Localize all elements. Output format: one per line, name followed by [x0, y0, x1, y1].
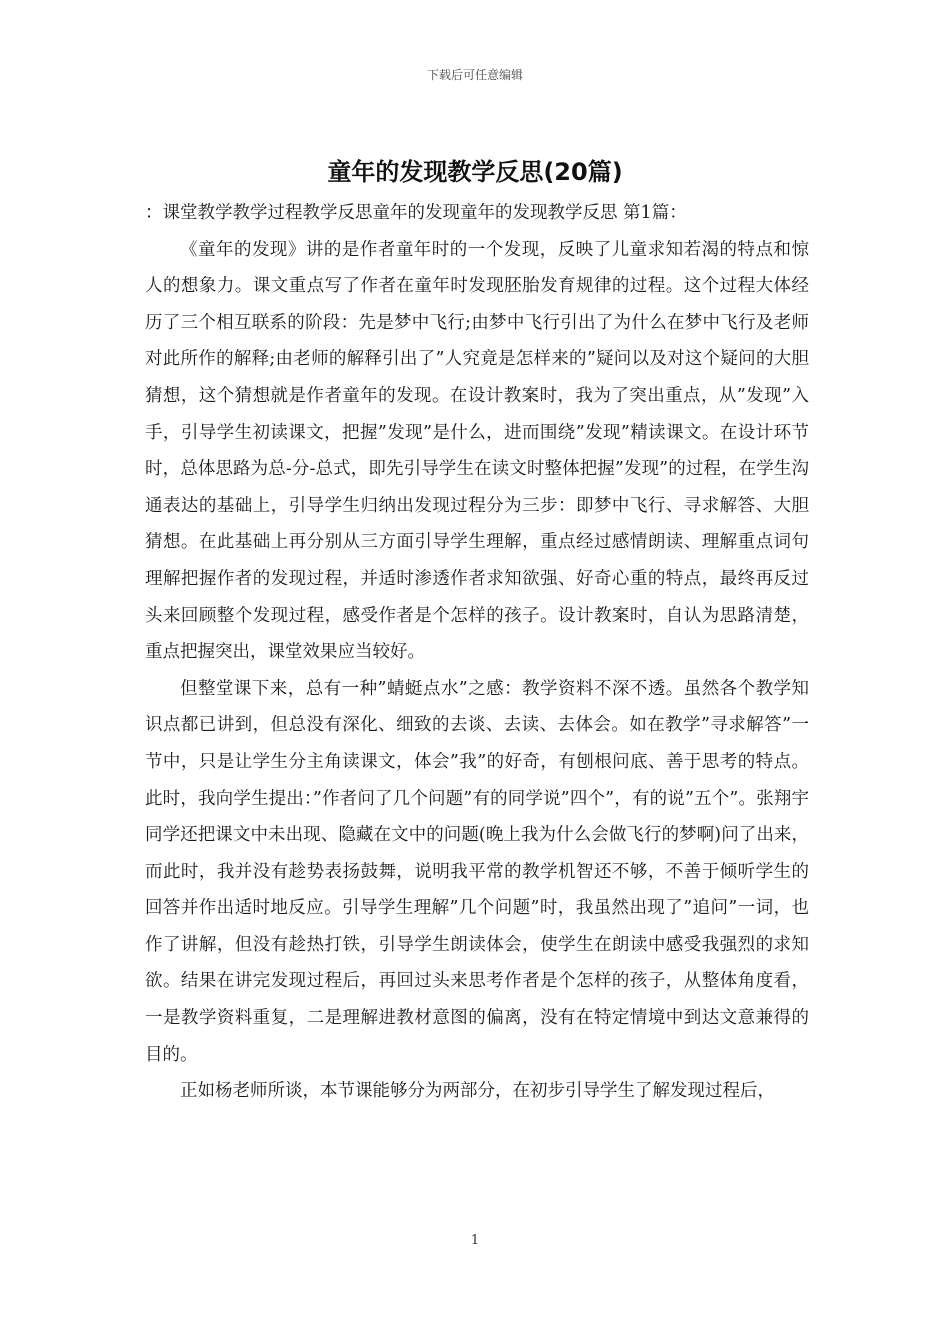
intro-line: ：课堂教学教学过程教学反思童年的发现童年的发现教学反思 第1篇： [145, 203, 687, 223]
paragraph-3: 正如杨老师所谈，本节课能够分为两部分，在初步引导学生了解发现过程后， [180, 1081, 775, 1102]
header-note: 下载后可任意编辑 [426, 68, 523, 82]
page-number: 1 [470, 1233, 480, 1248]
document-body [145, 195, 809, 1110]
page-title: 童年的发现教学反思(20篇) [327, 158, 623, 186]
paragraph-1: 《童年的发现》讲的是作者童年时的一个发现，反映了儿童求知若渴的特点和惊人的想象力。课文重点写了作者在童年时发现胚胎发育规律的过程。这个过程大体经历了三个相互联系的阶段：先是梦中飞行;由梦中飞行引出了为什么在梦中飞行及老师对此所作的解释;由老师的解释引出了”人究竟是怎样来的”疑问以及对这个疑问的大胆猜想，这个猜想就是作者童年的发现。在设计教案时，我为了突出重点，从”发现”入手，引导学生初读课文，把握”发现”是什么，进而围绕”发现”精读课文。在设计环节时，总体思路为总-分-总式，即先引导学生在读文时整体把握”发现”的过程，在学生沟通表达的基础上，引导学生归纳出发现过程分为三步：即梦中飞行、寻求解答、大胆猜想。在此基础上再分别从三方面引导学生理解，重点经过感情朗读、理解重点词句理解把握作者的发现过程，并适时渗透作者求知欲强、好奇心重的特点，最终再反过头来回顾整个发现过程，感受作者是个怎样的孩子。设计教案时，自认为思路清楚，重点把握突出，课堂效果应当较好。 [145, 239, 809, 663]
paragraph-2: 但整堂课下来，总有一种”蜻蜓点水”之感：教学资料不深不透。虽然各个教学知识点都已讲到，但总没有深化、细致的去谈、去读、去体会。如在教学”寻求解答”一节中，只是让学生分主角读课文，体会”我”的好奇，有刨根问底、善于思考的特点。此时，我向学生提出：”作者问了几个问题”有的同学说”四个”，有的说”五个”。张翔宇同学还把课文中未出现、隐藏在文中的问题(晚上我为什么会做飞行的梦啊)问了出来，而此时，我并没有趁势表扬鼓舞，说明我平常的教学机智还不够，不善于倾听学生的回答并作出适时地反应。引导学生理解”几个问题”时，我虽然出现了”追问”一词，也作了讲解，但没有趁热打铁，引导学生朗读体会，使学生在朗读中感受我强烈的求知欲。结果在讲完发现过程后，再回过头来思考作者是个怎样的孩子，从整体角度看，一是教学资料重复，二是理解进教材意图的偏离，没有在特定情境中到达文意兼得的目的。 [145, 678, 809, 1065]
